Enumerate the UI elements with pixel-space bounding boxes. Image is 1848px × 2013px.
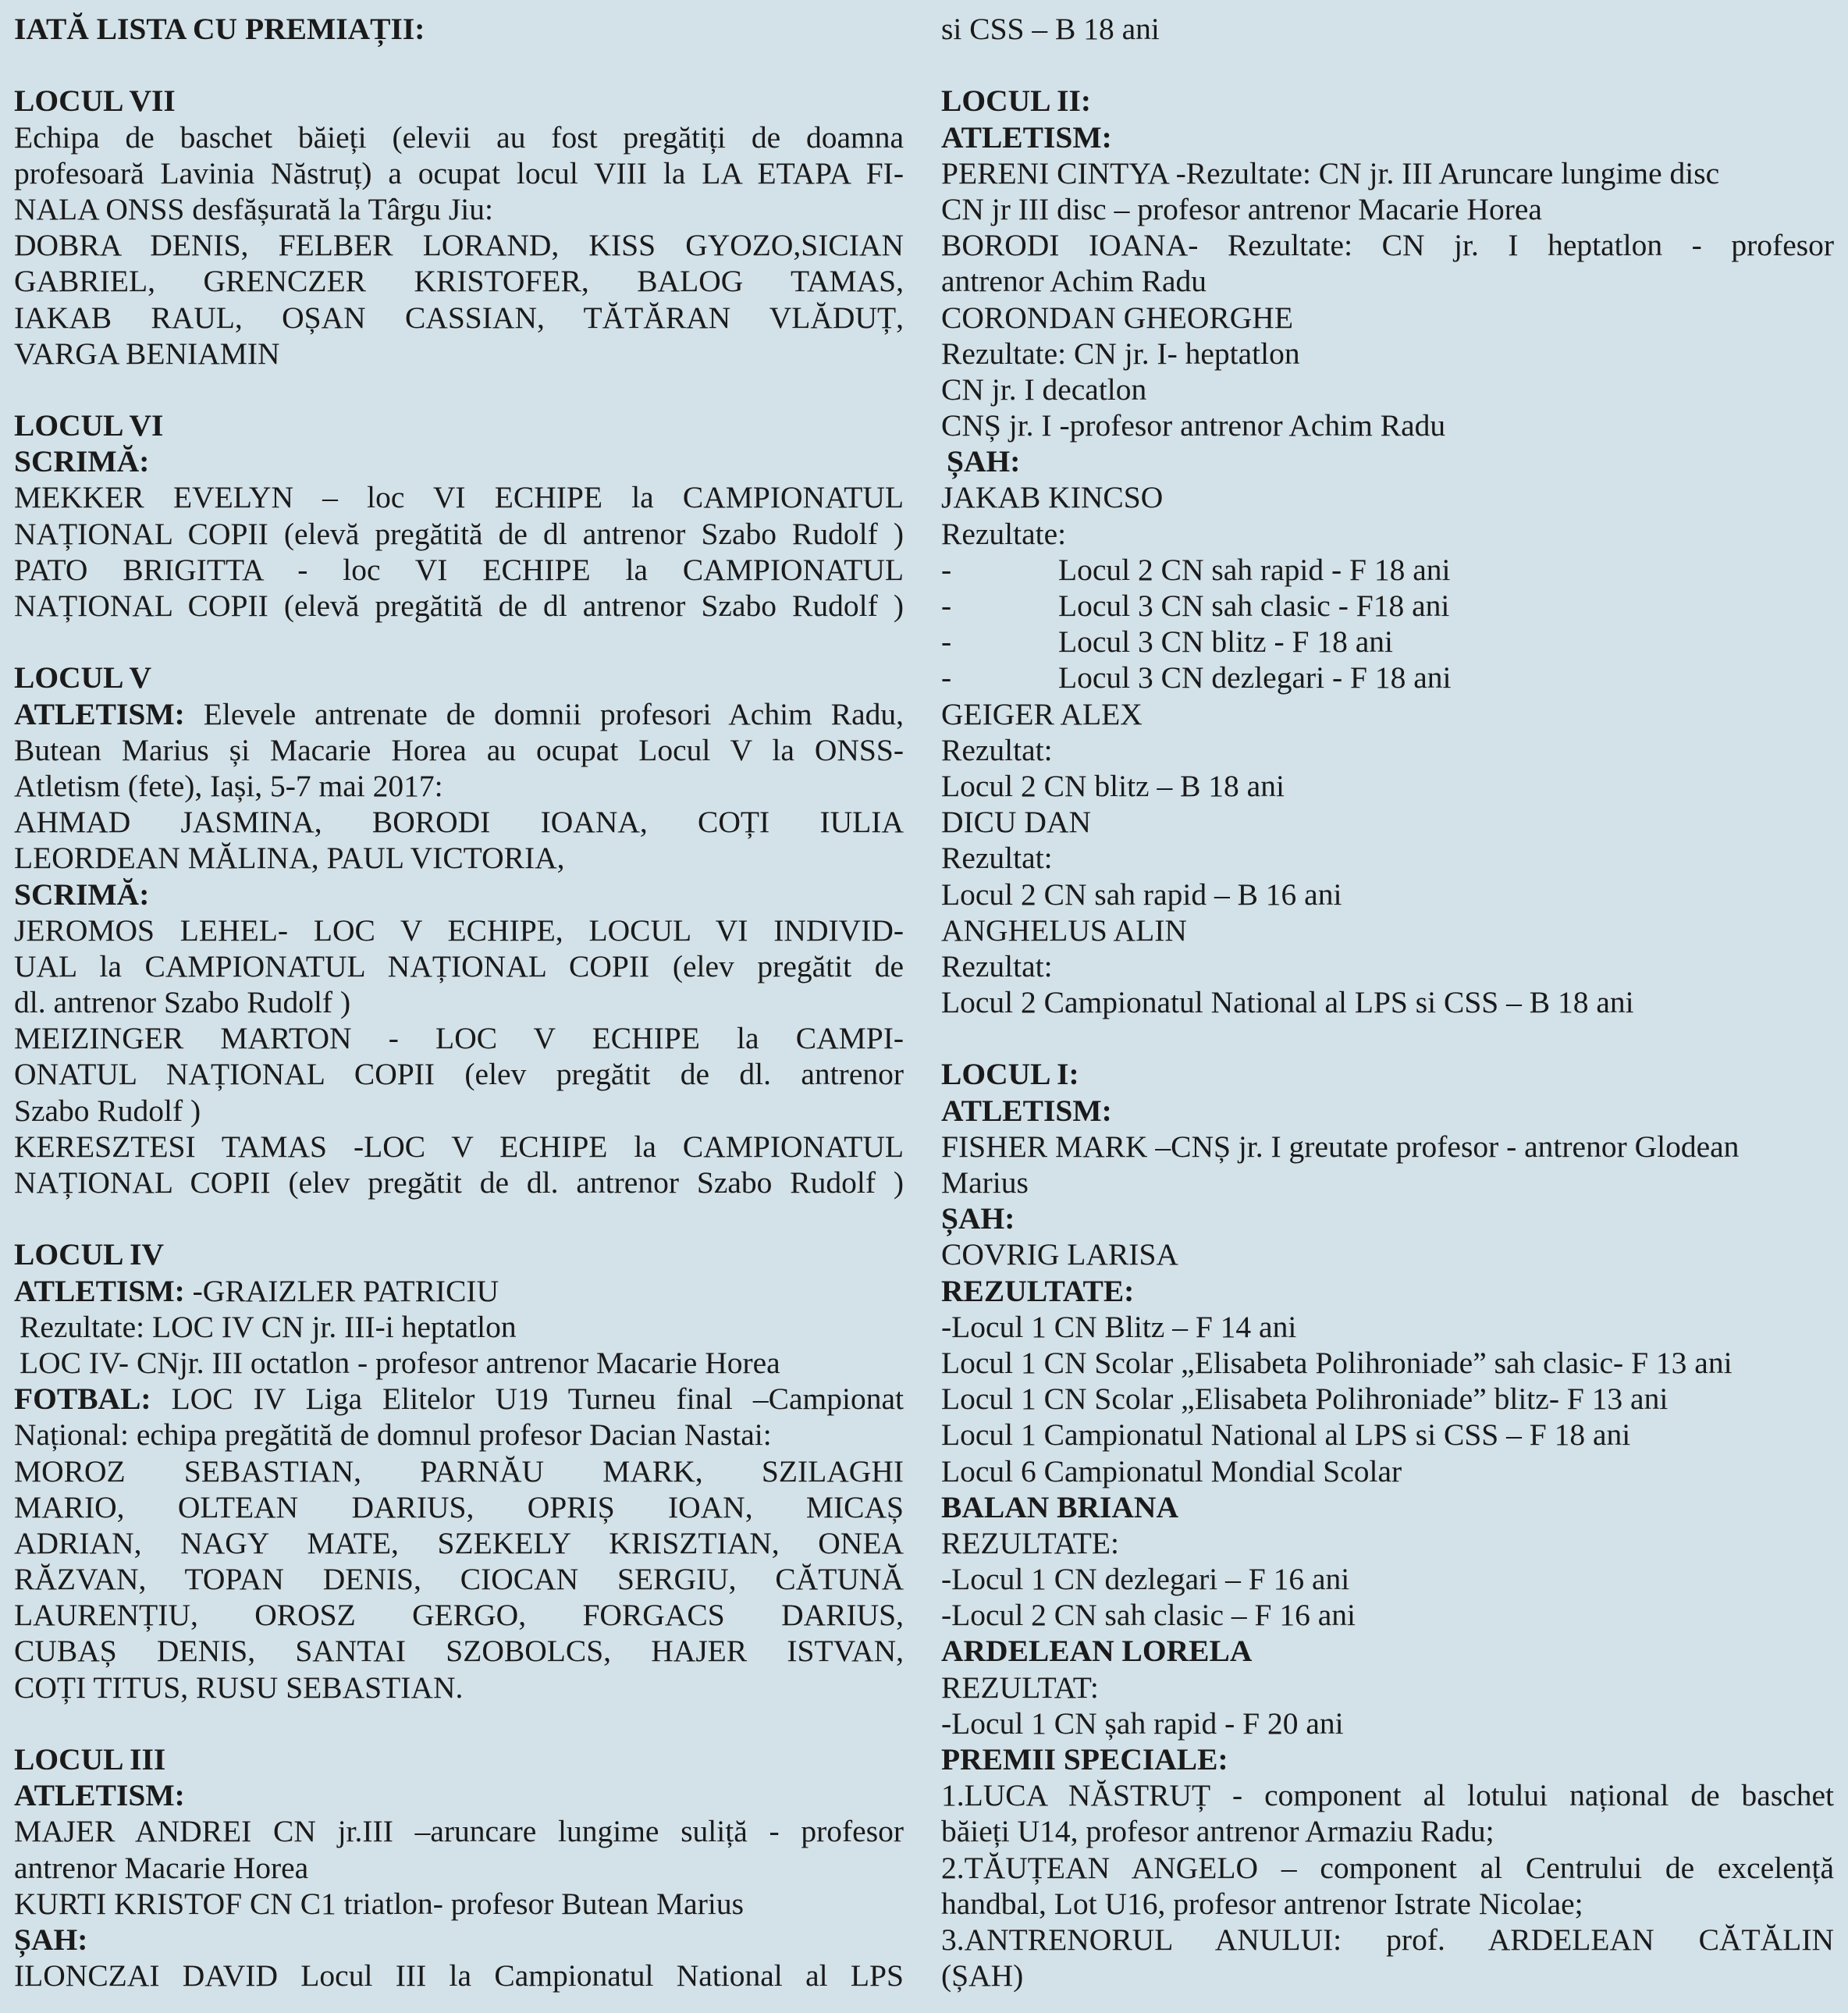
line-text: MAJER ANDREI CN jr.III –aruncare lungime suliță - profesor	[14, 1814, 904, 1849]
line-text: Atletism (fete), Iași, 5-7 mai 2017:	[14, 768, 443, 803]
text-line	[941, 948, 1834, 984]
text-line	[14, 1525, 904, 1561]
text-line	[14, 1813, 904, 1849]
section-heading	[14, 407, 904, 443]
line-text: MARIO, OLTEAN DARIUS, OPRIȘ IOAN, MICAȘ	[14, 1489, 904, 1524]
text-line	[941, 732, 1834, 768]
text-line	[941, 336, 1834, 372]
line-text: COVRIG LARISA	[941, 1237, 1178, 1272]
text-line	[14, 840, 904, 876]
section-heading	[14, 83, 904, 119]
line-text: LOCUL VII	[14, 84, 176, 119]
text-line	[941, 372, 1834, 407]
line-text: DOBRA DENIS, FELBER LORAND, KISS GYOZO,SICIAN	[14, 228, 904, 263]
text-line	[941, 1850, 1834, 1886]
line-text: PREMII SPECIALE:	[941, 1742, 1228, 1776]
text-line	[14, 1489, 904, 1525]
text-line	[941, 191, 1834, 227]
line-text: LOCUL II:	[941, 84, 1092, 119]
section-heading	[941, 1741, 1834, 1777]
text-line	[14, 1020, 904, 1056]
text-line	[941, 1561, 1834, 1597]
paragraph-spacer	[14, 1705, 904, 1741]
text-line	[941, 1345, 1834, 1381]
line-text: băieți U14, profesor antrenor Armaziu Radu;	[941, 1814, 1494, 1849]
paragraph-spacer	[14, 47, 904, 83]
text-line	[941, 1813, 1834, 1849]
line-text: -Locul 1 CN dezlegari – F 16 ani	[941, 1562, 1350, 1597]
section-heading	[14, 1236, 904, 1272]
line-text: MOROZ SEBASTIAN, PARNĂU MARK, SZILAGHI	[14, 1453, 904, 1488]
line-text: Locul 1 Campionatul National al LPS si CSS – F 18 ani	[941, 1417, 1631, 1453]
line-text: FISHER MARK –CNȘ jr. I greutate profesor - antrenor Glodean	[941, 1129, 1740, 1164]
text-line	[14, 1381, 904, 1417]
line-text: antrenor Macarie Horea	[14, 1850, 309, 1885]
line-text: -Locul 2 CN sah clasic – F 16 ani	[941, 1598, 1356, 1633]
line-text: SCRIMĂ:	[14, 444, 150, 479]
section-heading	[14, 443, 904, 479]
line-text: VARGA BENIAMIN	[14, 336, 280, 371]
text-line	[14, 696, 904, 732]
text-line	[14, 1850, 904, 1886]
line-text: NALA ONSS desfășurată la Târgu Jiu:	[14, 191, 494, 226]
text-line	[14, 1633, 904, 1669]
line-text: Național: echipa pregătită de domnul profesor Dacian Nastai:	[14, 1417, 772, 1453]
line-text: ȘAH:	[947, 444, 1021, 479]
line-text: CNȘ jr. I -profesor antrenor Achim Radu	[941, 408, 1446, 443]
text-line	[941, 1777, 1834, 1813]
section-heading	[941, 1489, 1834, 1525]
text-line	[14, 948, 904, 984]
text-line	[14, 1670, 904, 1705]
line-text: Locul 2 CN sah rapid - F 18 ani	[1058, 552, 1451, 587]
line-text: handbal, Lot U16, profesor antrenor Istrate Nicolae;	[941, 1886, 1583, 1921]
line-text: GABRIEL, GRENCZER KRISTOFER, BALOG TAMAS,	[14, 264, 904, 299]
line-text: CORONDAN GHEORGHE	[941, 300, 1293, 335]
list-dash: -	[941, 589, 952, 623]
line-text: MEIZINGER MARTON - LOC V ECHIPE la CAMPI-	[14, 1021, 904, 1056]
line-text: COȚI TITUS, RUSU SEBASTIAN.	[14, 1670, 464, 1705]
line-text: LOC IV Liga Elitelor U19 Turneu final –Campionat	[151, 1382, 904, 1417]
text-line	[14, 1561, 904, 1597]
left-column	[14, 11, 904, 1993]
line-text: DICU DAN	[941, 805, 1092, 840]
inline-heading: FOTBAL:	[14, 1382, 151, 1417]
line-text: CN jr III disc – profesor antrenor Macarie Horea	[941, 191, 1542, 226]
line-text: LOC IV- CNjr. III octatlon - profesor antrenor Macarie Horea	[20, 1345, 780, 1380]
paragraph-spacer	[941, 1020, 1834, 1056]
line-text: NAȚIONAL COPII (elevă pregătită de dl antrenor Szabo Rudolf )	[14, 516, 904, 551]
line-text: REZULTATE:	[941, 1525, 1119, 1560]
line-text: UAL la CAMPIONATUL NAȚIONAL COPII (elev pregătit de	[14, 948, 904, 983]
text-line	[941, 1958, 1834, 1993]
line-text: LOCUL IV	[14, 1237, 165, 1272]
text-line	[14, 1165, 904, 1200]
line-text: PERENI CINTYA -Rezultate: CN jr. III Aruncare lungime disc	[941, 155, 1720, 190]
text-line	[14, 516, 904, 552]
line-text: Elevele antrenate de domnii profesori Achim Radu,	[184, 696, 904, 731]
line-text: Szabo Rudolf )	[14, 1093, 201, 1128]
paragraph-spacer	[14, 624, 904, 660]
list-dash: -	[941, 660, 952, 695]
text-line	[941, 1129, 1834, 1165]
text-line	[14, 155, 904, 191]
text-line	[941, 479, 1834, 515]
line-text: PATO BRIGITTA - loc VI ECHIPE la CAMPIONATUL	[14, 552, 904, 587]
section-heading	[941, 1093, 1834, 1129]
section-heading	[941, 119, 1834, 155]
line-text: ILONCZAI DAVID Locul III la Campionatul National al LPS	[14, 1958, 904, 1993]
right-column	[941, 11, 1834, 1993]
line-text: profesoară Lavinia Năstruț) a ocupat locul VIII la LA ETAPA FI-	[14, 155, 904, 190]
line-text: RĂZVAN, TOPAN DENIS, CIOCAN SERGIU, CĂTUNĂ	[14, 1562, 904, 1597]
line-text: Locul 2 CN blitz – B 18 ani	[941, 768, 1285, 803]
section-heading	[941, 1273, 1834, 1309]
text-line	[14, 1309, 904, 1345]
text-line	[941, 11, 1834, 47]
text-line	[14, 732, 904, 768]
text-line	[941, 624, 1834, 660]
text-line	[941, 263, 1834, 299]
line-text: Butean Marius și Macarie Horea au ocupat Locul V la ONSS-	[14, 732, 904, 767]
text-line	[941, 1597, 1834, 1633]
text-line	[14, 804, 904, 840]
text-line	[941, 1525, 1834, 1561]
section-heading	[14, 1741, 904, 1777]
text-line	[941, 588, 1834, 624]
text-line	[14, 1886, 904, 1922]
text-line	[14, 336, 904, 372]
text-line	[14, 1093, 904, 1129]
text-line	[14, 984, 904, 1020]
line-text: JAKAB KINCSO	[941, 480, 1164, 515]
line-text: -Locul 1 CN Blitz – F 14 ani	[941, 1309, 1297, 1344]
line-text: AHMAD JASMINA, BORODI IOANA, COȚI IULIA	[14, 805, 904, 840]
line-text: Locul 3 CN dezlegari - F 18 ani	[1058, 660, 1452, 695]
text-line	[14, 1958, 904, 1993]
line-text: LOCUL V	[14, 660, 151, 695]
line-text: Rezultate: LOC IV CN jr. III-i heptatlon	[20, 1309, 517, 1344]
line-text: IAKAB RAUL, OȘAN CASSIAN, TĂTĂRAN VLĂDUȚ,	[14, 300, 904, 335]
text-line	[14, 119, 904, 155]
line-text: Rezultat:	[941, 732, 1053, 767]
line-text: Rezultate: CN jr. I- heptatlon	[941, 336, 1300, 371]
line-text: LOCUL III	[14, 1742, 166, 1776]
text-line	[14, 768, 904, 804]
line-text: Locul 2 Campionatul National al LPS si CSS – B 18 ani	[941, 985, 1634, 1020]
section-heading	[941, 1633, 1834, 1669]
text-line	[14, 300, 904, 336]
section-heading	[14, 11, 904, 47]
text-line	[941, 660, 1834, 695]
text-line	[14, 1417, 904, 1453]
text-line	[14, 263, 904, 299]
text-line	[14, 912, 904, 948]
text-line	[941, 155, 1834, 191]
text-line	[941, 1381, 1834, 1417]
text-line	[941, 912, 1834, 948]
line-text: KURTI KRISTOF CN C1 triatlon- profesor Butean Marius	[14, 1886, 744, 1921]
line-text: JEROMOS LEHEL- LOC V ECHIPE, LOCUL VI INDIVID-	[14, 912, 904, 948]
line-text: si CSS – B 18 ani	[941, 12, 1160, 46]
text-line	[14, 227, 904, 263]
list-dash: -	[941, 552, 952, 587]
line-text: Locul 3 CN sah clasic - F18 ani	[1058, 589, 1450, 623]
line-text: LEORDEAN MĂLINA, PAUL VICTORIA,	[14, 841, 565, 876]
line-text: REZULTATE:	[941, 1273, 1135, 1308]
line-text: LAURENȚIU, OROSZ GERGO, FORGACS DARIUS,	[14, 1598, 904, 1633]
line-text: ATLETISM:	[941, 1093, 1112, 1128]
section-heading	[14, 877, 904, 912]
text-line	[14, 1273, 904, 1309]
line-text: REZULTAT:	[941, 1670, 1099, 1705]
text-line	[941, 1886, 1834, 1922]
section-heading	[941, 1200, 1834, 1236]
line-text: Marius	[941, 1165, 1029, 1200]
section-heading	[14, 660, 904, 695]
line-text: -GRAIZLER PATRICIU	[184, 1273, 499, 1308]
text-line	[14, 1453, 904, 1489]
text-line	[941, 1417, 1834, 1453]
line-text: ANGHELUS ALIN	[941, 912, 1187, 948]
line-text: dl. antrenor Szabo Rudolf )	[14, 985, 351, 1020]
line-text: Rezultat:	[941, 841, 1053, 876]
text-line	[941, 984, 1834, 1020]
line-text: -Locul 1 CN șah rapid - F 20 ani	[941, 1705, 1344, 1741]
line-text: ȘAH:	[14, 1922, 88, 1957]
text-line	[941, 877, 1834, 912]
text-line	[941, 1309, 1834, 1345]
line-text: GEIGER ALEX	[941, 696, 1143, 731]
list-dash: -	[941, 624, 952, 660]
text-line	[941, 1236, 1834, 1272]
text-line	[14, 1345, 904, 1381]
text-line	[14, 1056, 904, 1092]
text-line	[941, 407, 1834, 443]
inline-heading: ATLETISM:	[14, 696, 185, 731]
text-line	[14, 552, 904, 588]
line-text: CUBAȘ DENIS, SANTAI SZOBOLCS, HAJER ISTVAN,	[14, 1634, 904, 1669]
line-text: NAȚIONAL COPII (elevă pregătită de dl antrenor Szabo Rudolf )	[14, 589, 904, 623]
text-line	[941, 840, 1834, 876]
line-text: ARDELEAN LORELA	[941, 1634, 1253, 1669]
line-text: ONATUL NAȚIONAL COPII (elev pregătit de dl. antrenor	[14, 1057, 904, 1092]
text-line	[941, 1670, 1834, 1705]
line-text: BORODI IOANA- Rezultate: CN jr. I heptatlon - profesor	[941, 228, 1834, 263]
section-heading	[14, 1922, 904, 1958]
line-text: Locul 2 CN sah rapid – B 16 ani	[941, 877, 1342, 912]
line-text: NAȚIONAL COPII (elev pregătit de dl. antrenor Szabo Rudolf )	[14, 1165, 904, 1200]
line-text: CN jr. I decatlon	[941, 372, 1147, 407]
paragraph-spacer	[14, 1200, 904, 1236]
line-text: 2.TĂUȚEAN ANGELO – component al Centrului de excelență	[941, 1850, 1834, 1885]
text-line	[941, 227, 1834, 263]
section-heading	[941, 443, 1834, 479]
text-line	[941, 516, 1834, 552]
text-line	[941, 1922, 1834, 1958]
line-text: antrenor Achim Radu	[941, 264, 1207, 299]
line-text: Locul 1 CN Scolar „Elisabeta Polihroniade” blitz- F 13 ani	[941, 1382, 1669, 1417]
text-line	[941, 1453, 1834, 1489]
text-line	[941, 804, 1834, 840]
line-text: LOCUL I:	[941, 1057, 1079, 1092]
inline-heading: ATLETISM:	[14, 1273, 185, 1308]
line-text: Echipa de baschet băieți (elevii au fost pregătiți de doamna	[14, 119, 904, 155]
line-text: KERESZTESI TAMAS -LOC V ECHIPE la CAMPIONATUL	[14, 1129, 904, 1164]
text-line	[941, 300, 1834, 336]
text-line	[941, 552, 1834, 588]
line-text: ȘAH:	[941, 1201, 1015, 1236]
paragraph-spacer	[14, 372, 904, 407]
text-line	[941, 1705, 1834, 1741]
section-heading	[941, 1056, 1834, 1092]
text-line	[14, 1129, 904, 1165]
text-line	[14, 1597, 904, 1633]
text-line	[941, 1165, 1834, 1200]
line-text: Rezultat:	[941, 948, 1053, 983]
line-text: Locul 3 CN blitz - F 18 ani	[1058, 624, 1393, 660]
section-heading	[14, 1777, 904, 1813]
paragraph-spacer	[941, 47, 1834, 83]
line-text: MEKKER EVELYN – loc VI ECHIPE la CAMPIONATUL	[14, 480, 904, 515]
text-line	[14, 191, 904, 227]
line-text: ADRIAN, NAGY MATE, SZEKELY KRISZTIAN, ONEA	[14, 1525, 904, 1560]
line-text: BALAN BRIANA	[941, 1489, 1178, 1524]
text-line	[14, 588, 904, 624]
line-text: Locul 1 CN Scolar „Elisabeta Polihroniade” sah clasic- F 13 ani	[941, 1345, 1732, 1380]
line-text: Rezultate:	[941, 516, 1067, 551]
text-line	[14, 479, 904, 515]
text-line	[941, 696, 1834, 732]
line-text: ATLETISM:	[14, 1778, 185, 1813]
section-heading	[941, 83, 1834, 119]
text-line	[941, 768, 1834, 804]
line-text: ATLETISM:	[941, 119, 1112, 155]
line-text: Locul 6 Campionatul Mondial Scolar	[941, 1453, 1402, 1488]
line-text: IATĂ LISTA CU PREMIAȚII:	[14, 12, 425, 46]
line-text: 3.ANTRENORUL ANULUI: prof. ARDELEAN CĂTĂLIN	[941, 1922, 1834, 1957]
line-text: (ȘAH)	[941, 1958, 1024, 1993]
line-text: SCRIMĂ:	[14, 877, 150, 912]
line-text: LOCUL VI	[14, 408, 164, 443]
line-text: 1.LUCA NĂSTRUȚ - component al lotului național de baschet	[941, 1778, 1834, 1813]
